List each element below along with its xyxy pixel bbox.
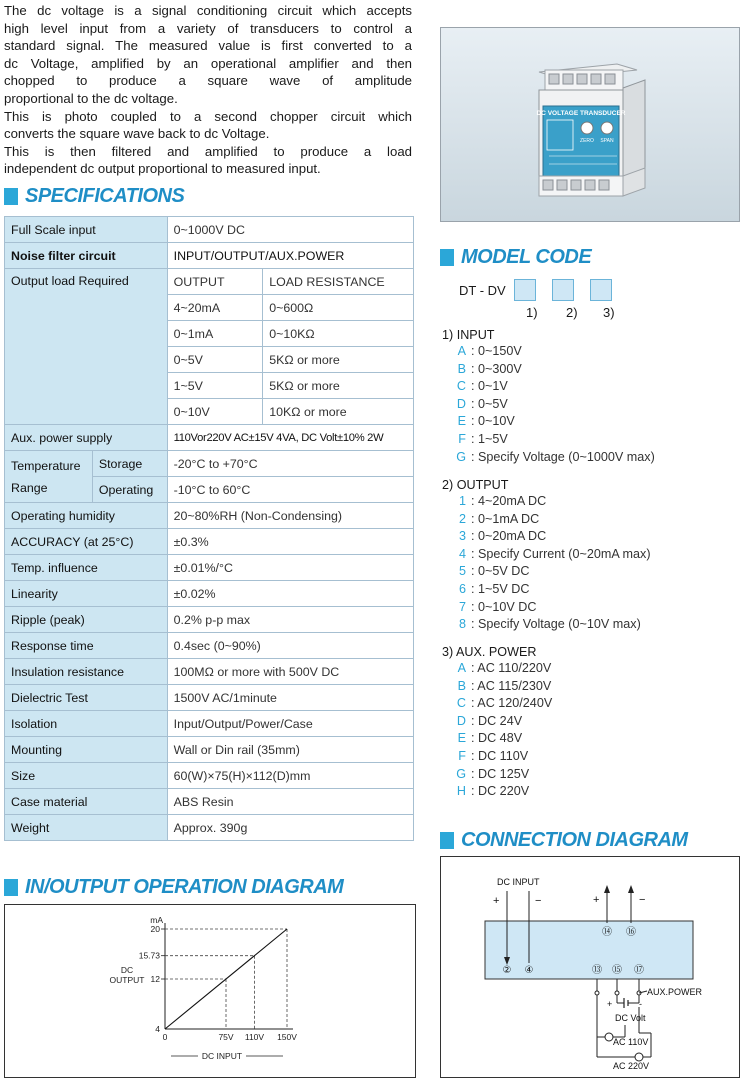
connection-diagram-svg xyxy=(441,857,739,1077)
terminal-13: ⑬ xyxy=(592,965,602,976)
zero-knob-label: ZERO xyxy=(580,138,594,144)
code-letter: F xyxy=(458,748,466,763)
code-letter: A xyxy=(457,344,466,358)
x-tick-label: 150V xyxy=(277,1032,297,1042)
list-item xyxy=(442,493,651,511)
code-desc: : AC 115/230V xyxy=(471,678,552,693)
position-label: 1) xyxy=(526,305,538,320)
table-row xyxy=(5,737,414,763)
code-desc: : 1~5V DC xyxy=(471,581,530,596)
list-item xyxy=(442,678,552,696)
list-item xyxy=(442,343,655,361)
output-value: 4~20mA xyxy=(167,295,263,321)
load-value: 10KΩ or more xyxy=(263,399,414,425)
storage-value: -20°C to +70°C xyxy=(167,451,413,477)
code-number: 4 xyxy=(458,546,466,561)
product-photo xyxy=(440,27,740,222)
list-item xyxy=(442,361,655,379)
spec-value: Approx. 390g xyxy=(167,815,413,841)
intro-line: This is then filtered and amplified to produce a load xyxy=(4,143,412,159)
table-row xyxy=(5,269,414,295)
list-item xyxy=(442,695,552,713)
dc-input-plus: + xyxy=(493,895,500,907)
spec-label: Insulation resistance xyxy=(5,659,168,685)
table-row xyxy=(5,789,414,815)
terminal-14: ⑭ xyxy=(602,927,612,938)
code-desc: : DC 220V xyxy=(471,784,530,799)
code-desc: : 0~5V xyxy=(471,396,508,411)
y-tick-label: 15.73 xyxy=(138,950,160,961)
code-letter: B xyxy=(457,678,466,693)
temperature-label-line: Temperature xyxy=(11,458,81,473)
code-number: 2 xyxy=(458,511,466,526)
spec-label: Noise filter circuit xyxy=(5,243,168,269)
x-axis-label-group xyxy=(171,1051,283,1061)
output-value: 1~5V xyxy=(167,373,263,399)
code-desc: : AC 110/220V xyxy=(471,661,552,675)
y-axis-label xyxy=(110,965,145,985)
code-desc: : 4~20mA DC xyxy=(471,494,547,508)
io-chart-svg xyxy=(5,905,415,1077)
spec-label: ACCURACY (at 25°C) xyxy=(5,529,168,555)
list-item xyxy=(442,563,651,581)
range-label-line: Range xyxy=(11,480,48,495)
ac-source-icon xyxy=(635,1053,643,1061)
heading-marker-icon xyxy=(4,879,18,896)
terminal-17: ⑰ xyxy=(634,965,644,976)
spec-value: INPUT/OUTPUT/AUX.POWER xyxy=(167,243,413,269)
code-desc: : 0~10V xyxy=(471,414,515,429)
intro-line: proportional to the dc voltage. xyxy=(4,90,178,106)
list-item xyxy=(442,713,552,731)
table-row xyxy=(5,633,414,659)
x-tick-label: 75V xyxy=(218,1032,234,1042)
output-code-list xyxy=(442,478,651,634)
table-row xyxy=(5,607,414,633)
y-axis-label-line: OUTPUT xyxy=(109,975,145,985)
model-code-box-3 xyxy=(590,279,612,301)
terminal-16: ⑯ xyxy=(626,927,636,938)
spec-label: Ripple (peak) xyxy=(5,607,168,633)
heading-marker-icon xyxy=(440,832,454,849)
spec-value: 0~1000V DC xyxy=(167,217,413,243)
y-tick-label: 20 xyxy=(150,924,160,934)
spec-value: Input/Output/Power/Case xyxy=(167,711,413,737)
heading-text: CONNECTION DIAGRAM xyxy=(461,828,688,851)
table-row xyxy=(5,659,414,685)
code-desc: : Specify Voltage (0~1000V max) xyxy=(471,449,655,464)
code-number: 1 xyxy=(458,494,466,508)
spec-value: 60(W)×75(H)×112(D)mm xyxy=(167,763,413,789)
y-tick-label: 12 xyxy=(150,974,160,984)
list-item xyxy=(442,528,651,546)
intro-text xyxy=(4,2,412,178)
x-axis-label: DC INPUT xyxy=(201,1051,243,1061)
intro-line: converts the square wave back to dc Voltage. xyxy=(4,126,270,142)
intro-line: independent dc output proportional to measured input. xyxy=(4,161,321,177)
code-letter: H xyxy=(456,784,466,799)
input-group-title: 1) INPUT xyxy=(442,328,495,342)
spec-label: Aux. power supply xyxy=(5,425,168,451)
spec-value: ABS Resin xyxy=(167,789,413,815)
load-col-header: LOAD RESISTANCE xyxy=(263,269,414,295)
specifications-table xyxy=(4,216,414,841)
dc-input-label: DC INPUT xyxy=(497,877,540,887)
list-item xyxy=(442,616,651,634)
spec-label: Isolation xyxy=(5,711,168,737)
output-arrow-plus-icon xyxy=(604,885,610,893)
code-letter: C xyxy=(456,379,466,394)
code-desc: : 0~1V xyxy=(471,379,508,394)
code-number: 8 xyxy=(458,617,466,632)
list-item xyxy=(442,783,552,801)
code-desc: : 0~10V DC xyxy=(471,599,537,614)
intro-line: dc Voltage, amplified by an operational amplifier and then xyxy=(4,55,412,71)
operating-value: -10°C to 60°C xyxy=(167,477,413,503)
transducer-illustration xyxy=(441,28,739,221)
output-arrow-minus-icon xyxy=(628,885,634,893)
temperature-label xyxy=(5,451,93,503)
load-value: 5KΩ or more xyxy=(263,347,414,373)
code-desc: : DC 24V xyxy=(471,713,523,728)
specifications-heading xyxy=(4,184,184,208)
y-tick-label: 4 xyxy=(155,1024,160,1034)
spec-label: Response time xyxy=(5,633,168,659)
aux-group-title: 3) AUX. POWER xyxy=(442,645,537,659)
heading-text: MODEL CODE xyxy=(461,245,592,268)
intro-line: This is photo coupled to a second chopper circuit which xyxy=(4,108,412,124)
list-item xyxy=(442,413,655,431)
table-row xyxy=(5,581,414,607)
table-row xyxy=(5,451,414,477)
heading-text: IN/OUTPUT OPERATION DIAGRAM xyxy=(25,875,344,898)
code-number: 6 xyxy=(458,581,466,596)
spec-label: Case material xyxy=(5,789,168,815)
output-value: 0~10V xyxy=(167,399,263,425)
model-code-pattern xyxy=(459,279,612,301)
spec-value: ±0.01%/°C xyxy=(167,555,413,581)
terminal-15: ⑮ xyxy=(612,965,622,976)
spec-value: 20~80%RH (Non-Condensing) xyxy=(167,503,413,529)
spec-label: Weight xyxy=(5,815,168,841)
code-letter: F xyxy=(458,431,466,446)
intro-line: high level input from a variety of transducers to control a xyxy=(4,20,412,36)
code-desc: : Specify Voltage (0~10V max) xyxy=(471,617,641,632)
table-row xyxy=(5,763,414,789)
list-item xyxy=(442,378,655,396)
panel-title: DC VOLTAGE TRANSDUCER xyxy=(536,110,626,117)
dc-volt-label: DC Volt xyxy=(615,1013,646,1023)
code-number: 3 xyxy=(458,529,466,544)
table-row xyxy=(5,529,414,555)
spec-value: 0.2% p-p max xyxy=(167,607,413,633)
io-operation-chart xyxy=(4,904,416,1078)
ac-110-label: AC 110V xyxy=(613,1037,649,1047)
code-desc: : 0~1mA DC xyxy=(471,511,540,526)
input-code-list xyxy=(442,328,655,466)
spec-label: Linearity xyxy=(5,581,168,607)
code-desc: : 0~300V xyxy=(471,361,522,376)
spec-value: 1500V AC/1minute xyxy=(167,685,413,711)
table-row xyxy=(5,555,414,581)
spec-label: Temp. influence xyxy=(5,555,168,581)
list-item xyxy=(442,546,651,564)
list-item xyxy=(442,449,655,467)
output-minus: − xyxy=(639,894,646,906)
model-code-heading xyxy=(440,245,591,269)
list-item xyxy=(442,599,651,617)
list-item xyxy=(442,511,651,529)
code-letter: G xyxy=(456,449,466,464)
y-axis-label-line: DC xyxy=(120,965,134,975)
list-item xyxy=(442,660,552,678)
table-row xyxy=(5,217,414,243)
code-number: 5 xyxy=(458,564,466,579)
x-tick-label: 110V xyxy=(244,1032,265,1042)
code-letter: E xyxy=(457,414,466,429)
list-item xyxy=(442,730,552,748)
table-row xyxy=(5,503,414,529)
list-item xyxy=(442,766,552,784)
load-value: 0~600Ω xyxy=(263,295,414,321)
spec-label: Full Scale input xyxy=(5,217,168,243)
io-diagram-heading xyxy=(4,875,343,899)
spec-value: 100MΩ or more with 500V DC xyxy=(167,659,413,685)
code-letter: D xyxy=(456,713,466,728)
code-letter: A xyxy=(457,661,466,675)
code-letter: B xyxy=(457,361,466,376)
spec-value: 110Vor220V AC±15V 4VA, DC Volt±10% 2W xyxy=(167,425,413,451)
spec-label: Dielectric Test xyxy=(5,685,168,711)
dc-minus: - xyxy=(639,999,642,1009)
model-prefix: DT - DV xyxy=(459,282,506,298)
spec-label: Size xyxy=(5,763,168,789)
terminal-2: ② xyxy=(502,965,512,976)
position-label: 3) xyxy=(603,305,615,320)
heading-marker-icon xyxy=(4,188,18,205)
model-code-box-1 xyxy=(514,279,536,301)
intro-line: The dc voltage is a signal conditioning circuit which accepts xyxy=(4,3,412,18)
spec-label: Operating humidity xyxy=(5,503,168,529)
code-desc: : Specify Current (0~20mA max) xyxy=(471,546,651,561)
ac-source-icon xyxy=(605,1033,613,1041)
output-group-title: 2) OUTPUT xyxy=(442,478,509,492)
table-row xyxy=(5,243,414,269)
storage-label: Storage xyxy=(92,451,167,477)
code-letter: D xyxy=(456,396,466,411)
operating-label: Operating xyxy=(92,477,167,503)
spec-label: Mounting xyxy=(5,737,168,763)
spec-value: 0.4sec (0~90%) xyxy=(167,633,413,659)
code-desc: : DC 125V xyxy=(471,766,530,781)
model-code-box-2 xyxy=(552,279,574,301)
spec-label: Output load Required xyxy=(5,269,168,425)
position-label: 2) xyxy=(566,305,578,320)
transducer-module xyxy=(485,921,693,979)
spec-value: ±0.3% xyxy=(167,529,413,555)
span-knob-label: SPAN xyxy=(600,138,614,144)
x-tick-label: 0 xyxy=(162,1032,168,1042)
heading-text: SPECIFICATIONS xyxy=(25,184,185,207)
spec-value: Wall or Din rail (35mm) xyxy=(167,737,413,763)
output-value: 0~1mA xyxy=(167,321,263,347)
spec-value: ±0.02% xyxy=(167,581,413,607)
code-letter: G xyxy=(456,766,466,781)
table-row xyxy=(5,425,414,451)
list-item xyxy=(442,581,651,599)
terminal-4: ④ xyxy=(524,965,534,976)
terminal-dot xyxy=(595,991,599,995)
code-letter: E xyxy=(457,731,466,746)
code-desc: : 0~5V DC xyxy=(471,564,530,579)
load-value: 0~10KΩ xyxy=(263,321,414,347)
y-unit-label: mA xyxy=(150,915,163,925)
ac-220-label: AC 220V xyxy=(613,1061,650,1071)
list-item xyxy=(442,748,552,766)
code-desc: : 0~150V xyxy=(471,344,522,358)
code-desc: : DC 48V xyxy=(471,731,523,746)
output-value: 0~5V xyxy=(167,347,263,373)
code-number: 7 xyxy=(458,599,466,614)
terminal-dot xyxy=(615,991,619,995)
code-desc: : 1~5V xyxy=(471,431,508,446)
aux-code-list xyxy=(442,645,552,801)
table-row xyxy=(5,685,414,711)
load-value: 5KΩ or more xyxy=(263,373,414,399)
code-letter: C xyxy=(456,696,466,711)
code-desc: : AC 120/240V xyxy=(471,696,553,711)
table-row xyxy=(5,815,414,841)
dc-input-minus: − xyxy=(535,895,542,907)
intro-line: standard signal. The measured value is first converted to a xyxy=(4,38,412,54)
intro-line: chopped to produce a square wave of amplitude xyxy=(4,73,412,89)
code-desc: : 0~20mA DC xyxy=(471,529,547,544)
connection-diagram xyxy=(440,856,740,1078)
dc-plus: + xyxy=(607,999,613,1009)
connection-diagram-heading xyxy=(440,828,688,852)
heading-marker-icon xyxy=(440,249,454,266)
list-item xyxy=(442,431,655,449)
code-desc: : DC 110V xyxy=(471,748,529,763)
output-plus: + xyxy=(593,894,600,906)
aux-power-label: AUX.POWER xyxy=(647,987,703,997)
output-col-header: OUTPUT xyxy=(167,269,263,295)
table-row xyxy=(5,711,414,737)
list-item xyxy=(442,396,655,414)
